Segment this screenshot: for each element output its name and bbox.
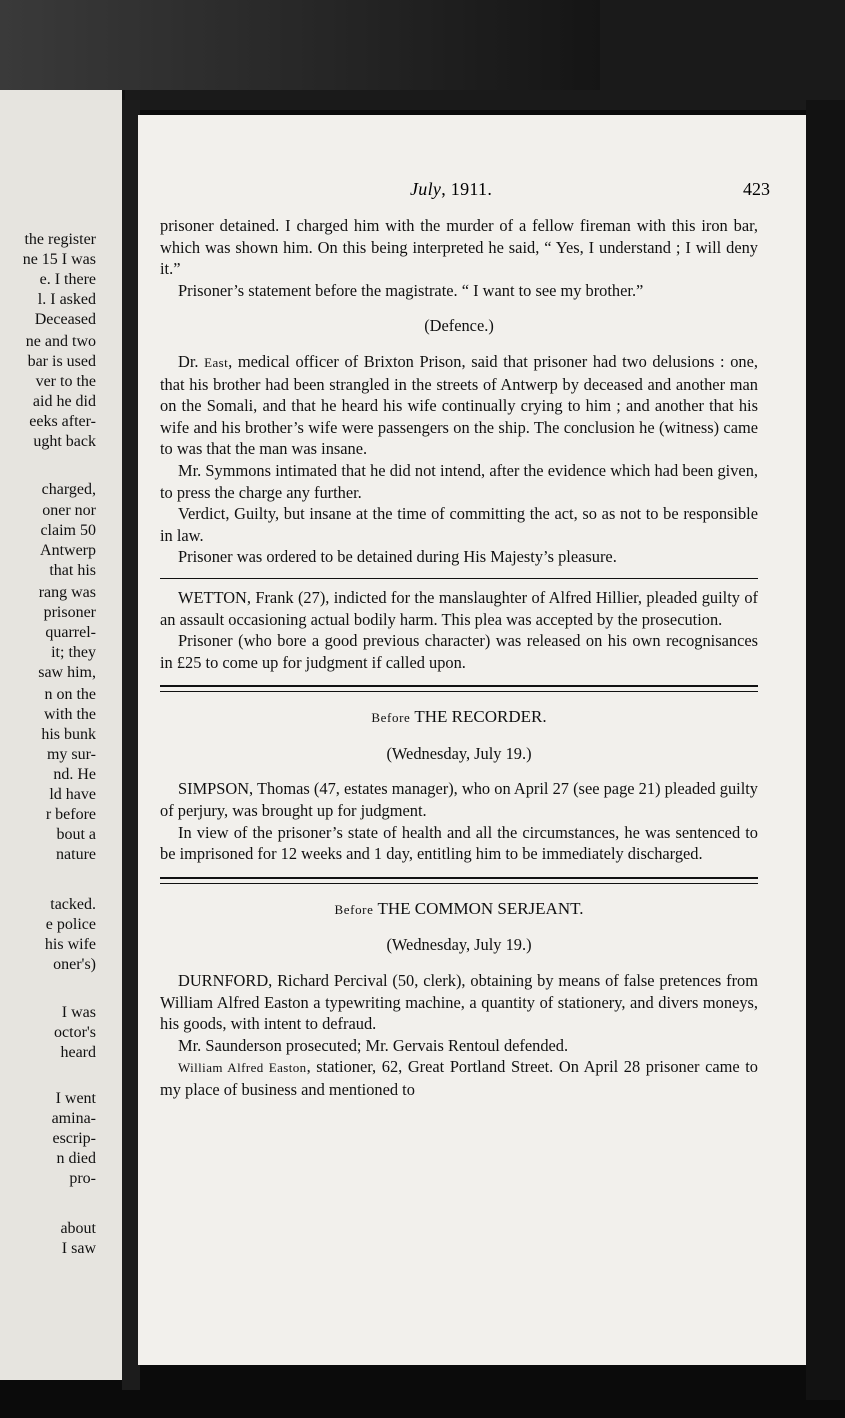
facing-page-line: ver to the — [35, 373, 96, 390]
facing-page-line: l. I asked — [37, 291, 96, 308]
paragraph: Prisoner’s statement before the magistrate. “ I want to see my brother.” — [178, 280, 644, 300]
section-double-rule — [160, 685, 758, 692]
facing-page-line: oner's) — [53, 956, 96, 973]
facing-page-line: prisoner — [43, 604, 96, 621]
paragraph: Mr. Saunderson prosecuted; Mr. Gervais Rentoul defended. — [178, 1035, 569, 1055]
page-number: 423 — [743, 179, 770, 199]
scan-background — [0, 0, 845, 110]
facing-page-line: rang was — [38, 584, 96, 601]
page-body — [160, 215, 758, 1101]
paragraph: prisoner detained. I charged him with the murder of a fellow fireman with this iron bar, which was shown him. On this being interpreted he said, “ Yes, I understand ; I will deny it.” — [160, 216, 758, 279]
paragraph: In view of the prisoner’s state of health and all the circumstances, he was sentenced to be imprisoned for 12 weeks and 1 day, entitling him to be immediately discharged. — [160, 822, 758, 864]
scan-edge — [806, 100, 845, 1400]
facing-page-line: ld have — [49, 786, 96, 803]
facing-page-line: quarrel- — [45, 624, 96, 641]
facing-page-line: e police — [45, 916, 96, 933]
defence-heading: (Defence.) — [424, 316, 494, 336]
running-head: July, 1911. — [410, 179, 493, 199]
facing-page-line: amina- — [51, 1110, 96, 1127]
facing-page-line: ne and two — [25, 333, 96, 350]
facing-page-line: charged, — [41, 481, 96, 498]
facing-page-line: octor's — [54, 1024, 96, 1041]
paragraph: Verdict, Guilty, but insane at the time of committing the act, so as not to be responsible in law. — [160, 504, 758, 545]
facing-page-line: my sur- — [46, 746, 96, 763]
facing-page-line: heard — [60, 1044, 96, 1061]
facing-page-line: aid he did — [32, 393, 96, 410]
paragraph: Prisoner was ordered to be detained during His Majesty’s pleasure. — [178, 547, 617, 567]
facing-page-line: his wife — [44, 936, 96, 953]
witness-name: East — [204, 354, 229, 370]
facing-page-line: oner nor — [42, 502, 96, 519]
facing-page-line: escrip- — [52, 1130, 96, 1147]
facing-page-line: nature — [56, 846, 96, 863]
paragraph: William Alfred Easton, stationer, 62, Great Portland Street. On April 28 prisoner came to my place of business and mentioned to — [160, 1057, 758, 1099]
paragraph: Dr. East, medical officer of Brixton Prison, said that prisoner had two delusions : one, that his brother had been strangled in the streets of Antwerp by deceased and another man on the Somali, and that he heard his wife continually crying to him ; and another that his wife and his brother’s wife were passengers on the ship. The conclusion he (witness) came to was that the man was insane. — [160, 351, 758, 459]
facing-page-line: about — [60, 1220, 96, 1237]
facing-page-line: eeks after- — [29, 413, 96, 430]
hearing-date: (Wednesday, July 19.) — [386, 743, 532, 763]
hearing-date: (Wednesday, July 19.) — [386, 935, 532, 955]
facing-page-line: I was — [61, 1004, 96, 1021]
facing-page-line: with the — [44, 706, 96, 723]
facing-page-line: the register — [24, 231, 96, 248]
page-header — [138, 179, 806, 203]
facing-page-line: tacked. — [50, 896, 96, 913]
facing-page-line: n on the — [44, 686, 96, 703]
court-heading: Before THE RECORDER. — [371, 707, 547, 727]
facing-page-line: claim 50 — [40, 522, 96, 539]
paragraph: SIMPSON, Thomas (47, estates manager), who on April 27 (see page 21) pleaded guilty of perjury, was brought up for judgment. — [160, 779, 758, 821]
facing-page-line: pro- — [69, 1170, 96, 1187]
facing-page-line: Deceased — [34, 311, 96, 328]
facing-page-line: bar is used — [27, 353, 96, 370]
facing-page-line: ne 15 I was — [22, 251, 96, 268]
facing-page-line: ught back — [33, 433, 96, 450]
facing-page-line: r before — [45, 806, 96, 823]
facing-page-line: nd. He — [53, 766, 96, 783]
paragraph: WETTON, Frank (27), indicted for the manslaughter of Alfred Hillier, pleaded guilty of an assault occasioning actual bodily harm. This plea was accepted by the prosecution. — [160, 587, 758, 629]
facing-page-line: it; they — [51, 644, 96, 661]
facing-page-line: e. I there — [39, 271, 96, 288]
facing-page-line: n died — [56, 1150, 96, 1167]
book-page — [138, 115, 806, 1365]
facing-page-line: his bunk — [41, 726, 96, 743]
facing-page-line: I saw — [61, 1240, 96, 1257]
facing-page-line: I went — [55, 1090, 96, 1107]
paragraph: Prisoner (who bore a good previous character) was released on his own recognisances in £25 to come up for judgment if called upon. — [160, 631, 758, 672]
facing-page-line: that his — [49, 562, 96, 579]
facing-page-line: Antwerp — [40, 542, 96, 559]
facing-page-fragment — [0, 90, 125, 1380]
facing-page-line: saw him, — [38, 664, 96, 681]
paragraph: DURNFORD, Richard Percival (50, clerk), obtaining by means of false pretences from William Alfred Easton a typewriting machine, a quantity of stationery, and divers moneys, his goods, with intent to defraud. — [160, 971, 758, 1034]
paragraph: Mr. Symmons intimated that he did not intend, after the evidence which had been given, to press the charge any further. — [160, 460, 758, 502]
section-double-rule — [160, 877, 758, 884]
section-rule — [160, 578, 758, 579]
court-heading: Before THE COMMON SERJEANT. — [334, 898, 584, 918]
witness-name: William Alfred Easton — [178, 1060, 307, 1076]
facing-page-line: bout a — [56, 826, 96, 843]
